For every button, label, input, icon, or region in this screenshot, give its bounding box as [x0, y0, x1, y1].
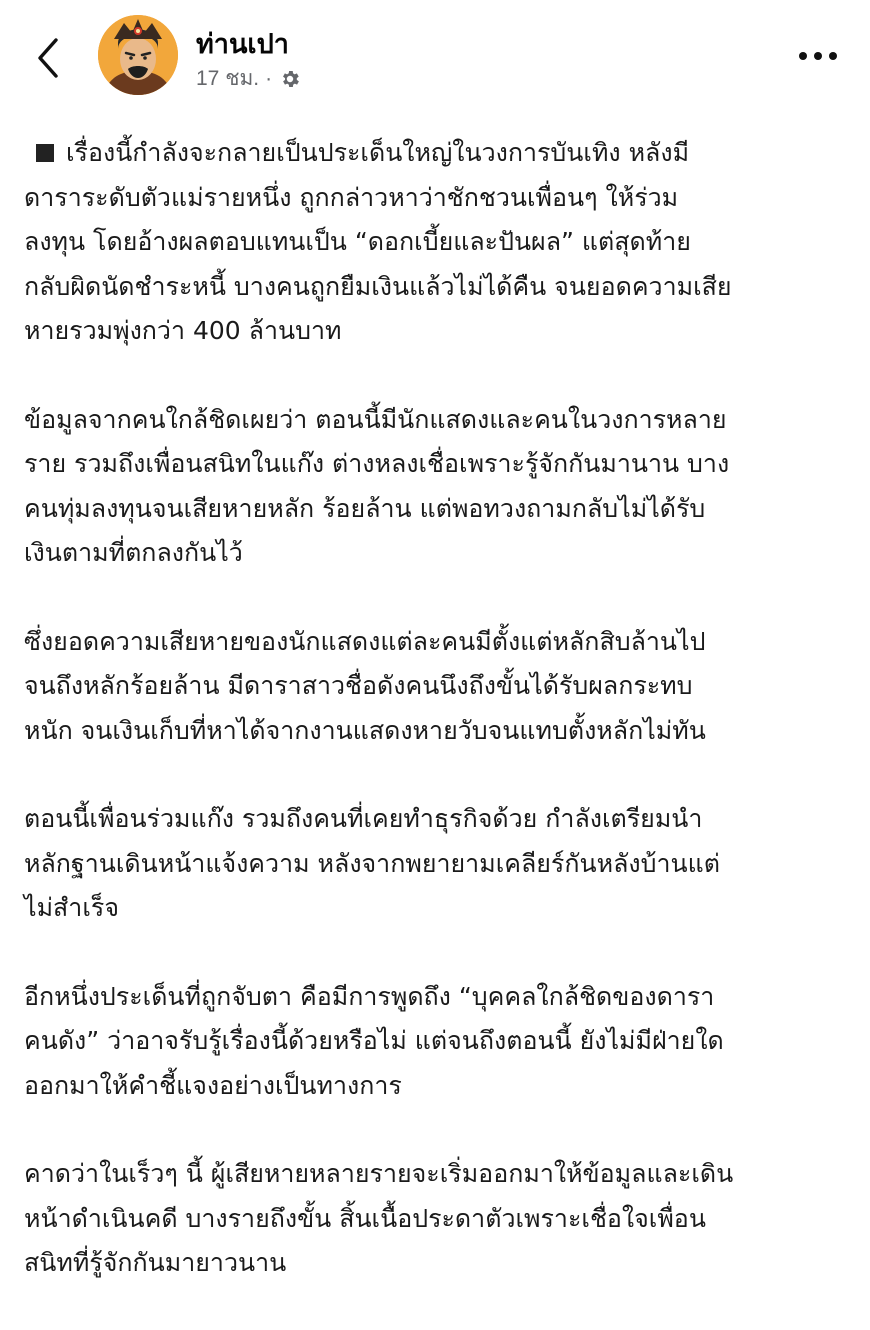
post-paragraph: ข้อมูลจากคนใกล้ชิดเผยว่า ตอนนี้มีนักแสดงและคนในวงการหลาย ราย รวมถึงเพื่อนสนิทในแก๊ง ต่างหลงเชื่อเพราะรู้จักกันมานาน บาง คนทุ่มลงทุนจนเสียหายหลัก ร้อยล้าน แต่พอทวงถามกลับไม่ได้รับ เงินตามที่ตกลงกันไว้	[24, 404, 730, 567]
post-meta	[196, 62, 301, 95]
post-paragraph: อีกหนึ่งประเด็นที่ถูกจับตา คือมีการพูดถึง “บุคคลใกล้ชิดของดารา คนดัง” ว่าอาจรับรู้เรื่องนี้ด้วยหรือไม่ แต่จนถึงตอนนี้ ยังไม่มีฝ่ายใด ออกมาให้คำชี้แจงอย่างเป็นทางการ	[24, 981, 724, 1100]
avatar[interactable]	[98, 15, 178, 95]
post-paragraph: ซึ่งยอดความเสียหายของนักแสดงแต่ละคนมีตั้งแต่หลักสิบล้านไป จนถึงหลักร้อยล้าน มีดาราสาวชื่อดังคนนึงถึงขั้นได้รับผลกระทบ หนัก จนเงินเก็บที่หาได้จากงานแสดงหายวับจนแทบตั้งหลักไม่ทัน	[24, 626, 706, 745]
gear-icon[interactable]	[279, 68, 301, 90]
avatar-image	[98, 15, 178, 95]
black-square-icon	[36, 144, 54, 162]
paragraph-text: เรื่องนี้กำลังจะกลายเป็นประเด็นใหญ่ในวงการบันเทิง หลังมี ดาราระดับตัวแม่รายหนึ่ง ถูกกล่าวหาว่าชักชวนเพื่อนๆ ให้ร่วม ลงทุน โดยอ้างผลตอบแทนเป็น “ดอกเบี้ยและปันผล” แต่สุดท้าย กลับผิดนัดชำระหนี้ บางคนถูกยืมเงินแล้วไม่ได้คืน จนยอดความเสีย หายรวมพุ่งกว่า 400 ล้านบาท	[24, 138, 732, 345]
post-header	[0, 0, 870, 110]
author-name[interactable]: ท่านเปา	[196, 29, 289, 59]
post-paragraph: ตอนนี้เพื่อนร่วมแก๊ง รวมถึงคนที่เคยทำธุรกิจด้วย กำลังเตรียมนำ หลักฐานเดินหน้าแจ้งความ หลังจากพยายามเคลียร์กันหลังบ้านแต่ ไม่สำเร็จ	[24, 804, 720, 922]
post-paragraph	[24, 131, 854, 354]
post-timestamp[interactable]: 17 ชม.	[196, 67, 260, 90]
post-paragraph: คาดว่าในเร็วๆ นี้ ผู้เสียหายหลายรายจะเริ่มออกมาให้ข้อมูลและเดิน หน้าดำเนินคดี บางรายถึงขั้น สิ้นเนื้อประดาตัวเพราะเชื่อใจเพื่อน สนิทที่รู้จักกันมายาวนาน	[24, 1159, 734, 1277]
post-body	[24, 131, 854, 1330]
back-button[interactable]	[28, 30, 68, 86]
more-horizontal-icon	[798, 51, 838, 61]
meta-separator: ·	[265, 66, 273, 90]
chevron-left-icon	[36, 37, 60, 79]
more-options-button[interactable]	[792, 38, 844, 74]
